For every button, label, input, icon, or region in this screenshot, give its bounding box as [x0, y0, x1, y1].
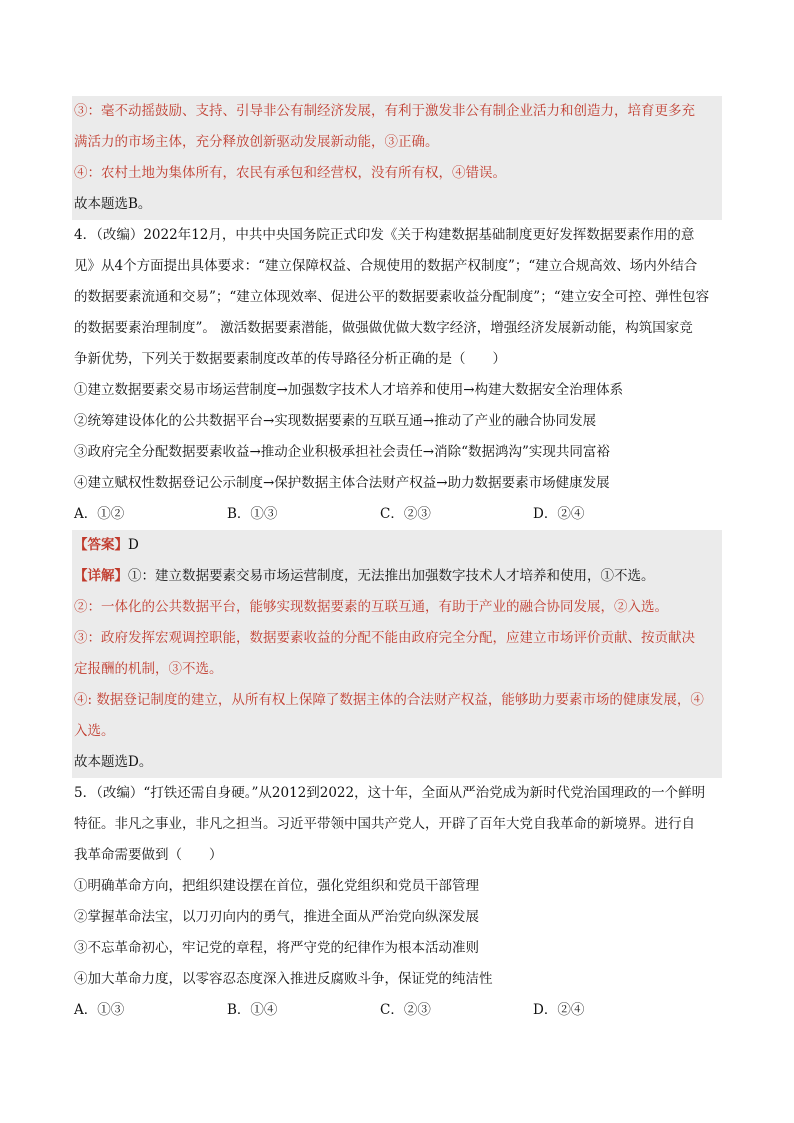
q5-statement-4: ④加大革命力度，以零容忍态度深入推进反腐败斗争，保证党的纯洁性: [74, 971, 493, 987]
q5-statement-1: ①明确革命方向，把组织建设摆在首位，强化党组织和党员干部管理: [74, 878, 479, 894]
prev-explanation: [72, 96, 722, 220]
q4-stem-line-1: 4．（改编）2022年12月，中共中央国务院正式印发《关于构建数据基础制度更好发挥数据要素作用的意: [74, 227, 695, 243]
answer-value: D: [128, 537, 139, 553]
q4-option-d: D．②④: [533, 506, 585, 522]
prev-conclusion: 故本题选B。: [74, 196, 152, 212]
q5-stem-line-3: 我革命需要做到（ ）: [74, 847, 223, 863]
q5-option-b: B．①④: [227, 1002, 278, 1018]
q5-option-a: A．①③: [74, 1002, 125, 1018]
q4-detail-3-line2: 定报酬的机制，③不选。: [74, 661, 223, 677]
q4-statement-2: ②统筹建设体化的公共数据平台→实现数据要素的互联互通→推动了产业的融合协同发展: [74, 413, 597, 429]
q4-stem-line-5: 争新优势，下列关于数据要素制度改革的传导路径分析正确的是（ ）: [74, 351, 506, 367]
q4-detail-4-line1: ④: 数据登记制度的建立，从所有权上保障了数据主体的合法财产权益，能够助力要素市场的健康发展，④: [74, 692, 704, 708]
prev-explanation-item3-line2: 满活力的市场主体，充分释放创新驱动发展新动能，③正确。: [74, 134, 439, 150]
q4-conclusion: 故本题选D。: [74, 754, 153, 770]
q4-stem-line-3: 的数据要素流通和交易”；“建立体现效率、促进公平的数据要素收益分配制度”；“建立安全可控、弹性包容: [74, 289, 710, 305]
q5-statement-3: ③不忘革命初心，牢记党的章程，将严守党的纪律作为根本活动准则: [74, 940, 479, 956]
q5-option-c: C．②③: [380, 1002, 431, 1018]
q5-option-d: D．②④: [533, 1002, 585, 1018]
q4-detail-1: ①：建立数据要素交易市场运营制度，无法推出加强数字技术人才培养和使用，①不选。: [128, 568, 655, 584]
q5-stem-line-1: 5．（改编）“打铁还需自身硬。”从2012到2022，这十年，全面从严治党成为新时代党治国理政的一个鲜明: [74, 785, 706, 801]
question-5: [72, 778, 722, 1026]
q4-statement-1: ①建立数据要素交易市场运营制度→加强数字技术人才培养和使用→构建大数据安全治理体系: [74, 382, 624, 398]
q4-stem-line-4: 的数据要素治理制度”。 激活数据要素潜能，做强做优做大数字经济，增强经济发展新动能，构筑国家竞: [74, 320, 693, 336]
q4-statement-3: ③政府完全分配数据要素收益→推动企业积极承担社会责任→消除“数据鸿沟”实现共同富裕: [74, 444, 610, 460]
question-4: [72, 220, 722, 530]
q4-stem-line-2: 见》从4个方面提出具体要求：“建立保障权益、合规使用的数据产权制度”；“建立合规高效、场内外结合: [74, 258, 698, 274]
q4-answer-line: [72, 530, 722, 561]
q5-stem-line-2: 特征。非凡之事业，非凡之担当。习近平带领中国共产党人，开辟了百年大党自我革命的新境界。进行自: [74, 816, 695, 832]
prev-explanation-item3-line1: ③：毫不动摇鼓励、支持、引导非公有制经济发展，有利于激发非公有制企业活力和创造力，培育更多充: [74, 103, 695, 119]
document-page: [72, 96, 722, 1026]
q4-statement-4: ④建立赋权性数据登记公示制度→保护数据主体合法财产权益→助力数据要素市场健康发展: [74, 475, 610, 491]
q5-options: [72, 995, 722, 1026]
q4-detail-2: ②：一体化的公共数据平台，能够实现数据要素的互联互通，有助于产业的融合协同发展，②入选。: [74, 599, 668, 615]
q5-statement-2: ②掌握革命法宝，以刀刃向内的勇气，推进全面从严治党向纵深发展: [74, 909, 479, 925]
q4-detail-line-1: [72, 561, 722, 592]
q4-option-a: A．①②: [74, 506, 125, 522]
detail-tag: 【详解】: [74, 568, 128, 584]
prev-explanation-item4: ④：农村土地为集体所有，农民有承包和经营权，没有所有权，④错误。: [74, 165, 506, 181]
q4-answer-block: [72, 530, 722, 778]
q4-detail-4-line2: 入选。: [74, 723, 115, 739]
q4-option-c: C．②③: [380, 506, 431, 522]
q4-options: [72, 499, 722, 530]
answer-tag: 【答案】: [74, 537, 128, 553]
q4-detail-3-line1: ③：政府发挥宏观调控职能，数据要素收益的分配不能由政府完全分配，应建立市场评价贡献、按贡献决: [74, 630, 695, 646]
q4-option-b: B．①③: [227, 506, 278, 522]
